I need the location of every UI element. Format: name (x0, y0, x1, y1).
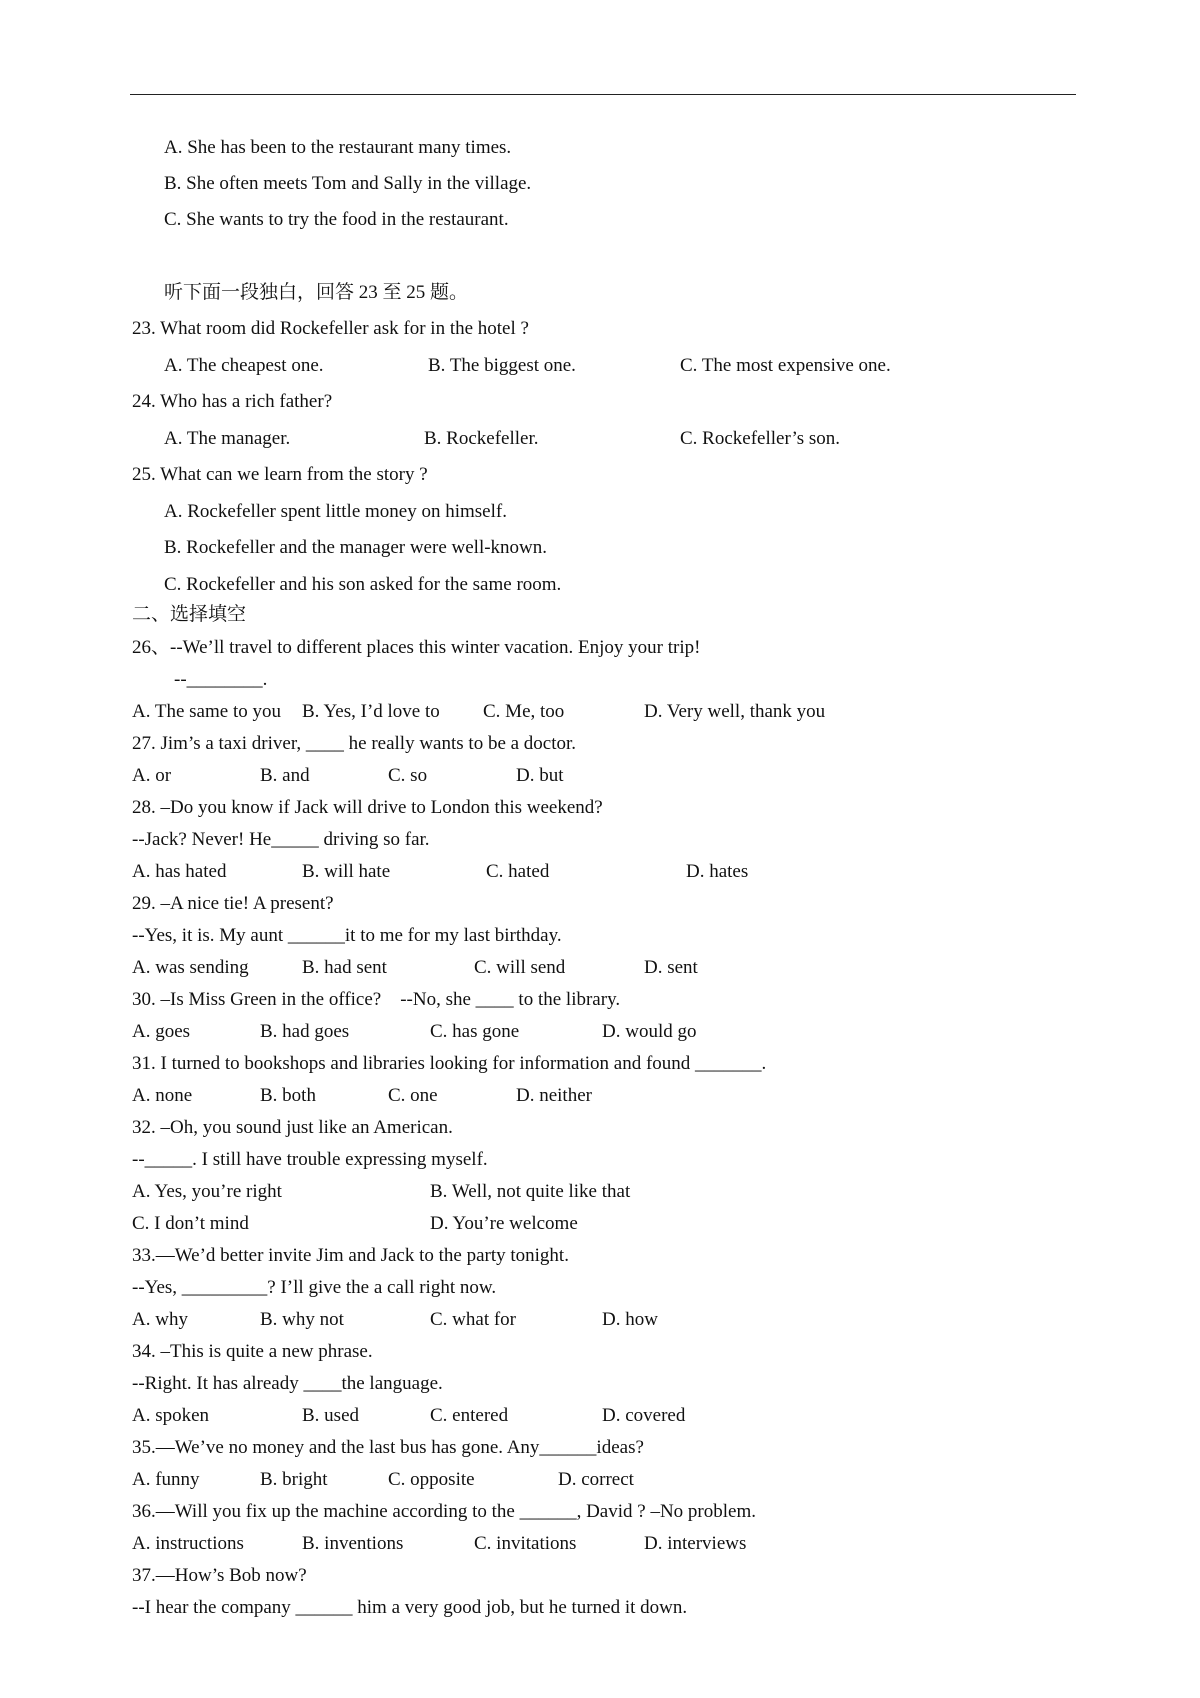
q33-stem: 33.—We’d better invite Jim and Jack to the party tonight. (132, 1245, 569, 1266)
q27-option-a: A. or (132, 765, 172, 786)
q32-stem: 32. –Oh, you sound just like an American. (132, 1117, 453, 1138)
q33-line2: --Yes, _________? I’ll give the a call right now. (132, 1277, 497, 1298)
q23-option-a: A. The cheapest one. (164, 355, 324, 376)
q36-option-d: D. interviews (644, 1533, 747, 1554)
q31-option-b: B. both (260, 1085, 316, 1106)
q35-option-a: A. funny (132, 1469, 200, 1490)
q22-option-c: C. She wants to try the food in the restaurant. (164, 209, 509, 230)
q22-option-a: A. She has been to the restaurant many times. (164, 137, 512, 158)
q33-option-d: D. how (602, 1309, 658, 1330)
q26-option-d: D. Very well, thank you (644, 701, 826, 722)
q31-stem: 31. I turned to bookshops and libraries looking for information and found _______. (132, 1053, 767, 1074)
q33-option-a: A. why (132, 1309, 188, 1330)
q29-option-c: C. will send (474, 957, 566, 978)
q33-option-c: C. what for (430, 1309, 517, 1330)
q24-option-a: A. The manager. (164, 428, 291, 449)
q23-option-c: C. The most expensive one. (680, 355, 891, 376)
q32-option-a: A. Yes, you’re right (132, 1181, 282, 1202)
q27-option-b: B. and (260, 765, 310, 786)
q36-option-b: B. inventions (302, 1533, 404, 1554)
q26-option-b: B. Yes, I’d love to (302, 701, 440, 722)
q34-option-c: C. entered (430, 1405, 509, 1426)
q31-option-c: C. one (388, 1085, 438, 1106)
q30-option-c: C. has gone (430, 1021, 520, 1042)
q32-line2: --_____. I still have trouble expressing myself. (132, 1149, 488, 1170)
q25-option-a: A. Rockefeller spent little money on himself. (164, 501, 507, 522)
q34-option-d: D. covered (602, 1405, 686, 1426)
q30-option-b: B. had goes (260, 1021, 350, 1042)
q35-stem: 35.—We’ve no money and the last bus has gone. Any______ideas? (132, 1437, 644, 1458)
q27-option-c: C. so (388, 765, 428, 786)
q37-line2: --I hear the company ______ him a very good job, but he turned it down. (132, 1597, 688, 1618)
q29-stem: 29. –A nice tie! A present? (132, 893, 334, 914)
q29-option-d: D. sent (644, 957, 698, 978)
q35-option-d: D. correct (558, 1469, 634, 1490)
q28-line2: --Jack? Never! He_____ driving so far. (132, 829, 430, 850)
q33-option-b: B. why not (260, 1309, 344, 1330)
q24-option-c: C. Rockefeller’s son. (680, 428, 841, 449)
q32-option-d: D. You’re welcome (430, 1213, 578, 1234)
q30-option-a: A. goes (132, 1021, 191, 1042)
q26-option-c: C. Me, too (483, 701, 565, 722)
q22-option-b: B. She often meets Tom and Sally in the village. (164, 173, 532, 194)
q29-option-a: A. was sending (132, 957, 249, 978)
q35-option-c: C. opposite (388, 1469, 475, 1490)
q25-option-b: B. Rockefeller and the manager were well-known. (164, 537, 548, 558)
q34-option-b: B. used (302, 1405, 359, 1426)
q26-stem: 26、--We’ll travel to different places this winter vacation. Enjoy your trip! (132, 637, 701, 658)
q37-stem: 37.—How’s Bob now? (132, 1565, 307, 1586)
q28-stem: 28. –Do you know if Jack will drive to London this weekend? (132, 797, 603, 818)
q36-stem: 36.—Will you fix up the machine according to the ______, David ? –No problem. (132, 1501, 756, 1522)
q28-option-c: C. hated (486, 861, 550, 882)
q26-line2: --________. (174, 669, 268, 690)
q24-stem: 24. Who has a rich father? (132, 391, 333, 412)
q23-stem: 23. What room did Rockefeller ask for in the hotel ? (132, 318, 529, 339)
section2-title: 二、选择填空 (132, 604, 247, 625)
q27-option-d: D. but (516, 765, 564, 786)
q36-option-c: C. invitations (474, 1533, 577, 1554)
q35-option-b: B. bright (260, 1469, 328, 1490)
q31-option-a: A. none (132, 1085, 193, 1106)
q34-stem: 34. –This is quite a new phrase. (132, 1341, 373, 1362)
q26-option-a: A. The same to you (132, 701, 281, 722)
q32-option-b: B. Well, not quite like that (430, 1181, 631, 1202)
q28-option-a: A. has hated (132, 861, 227, 882)
q30-stem: 30. –Is Miss Green in the office? --No, she ____ to the library. (132, 989, 621, 1010)
q25-option-c: C. Rockefeller and his son asked for the same room. (164, 574, 562, 595)
q29-line2: --Yes, it is. My aunt ______it to me for my last birthday. (132, 925, 562, 946)
q34-line2: --Right. It has already ____the language. (132, 1373, 443, 1394)
q30-option-d: D. would go (602, 1021, 697, 1042)
q36-option-a: A. instructions (132, 1533, 244, 1554)
q23-option-b: B. The biggest one. (428, 355, 576, 376)
q29-option-b: B. had sent (302, 957, 387, 978)
q25-stem: 25. What can we learn from the story ? (132, 464, 428, 485)
q27-stem: 27. Jim’s a taxi driver, ____ he really wants to be a doctor. (132, 733, 577, 754)
q24-option-b: B. Rockefeller. (424, 428, 539, 449)
q28-option-d: D. hates (686, 861, 749, 882)
q34-option-a: A. spoken (132, 1405, 210, 1426)
q31-option-d: D. neither (516, 1085, 592, 1106)
q32-option-c: C. I don’t mind (132, 1213, 249, 1234)
header-rule (130, 94, 1076, 95)
q28-option-b: B. will hate (302, 861, 391, 882)
monologue-instruction: 听下面一段独白，回答 23 至 25 题。 (164, 282, 469, 303)
